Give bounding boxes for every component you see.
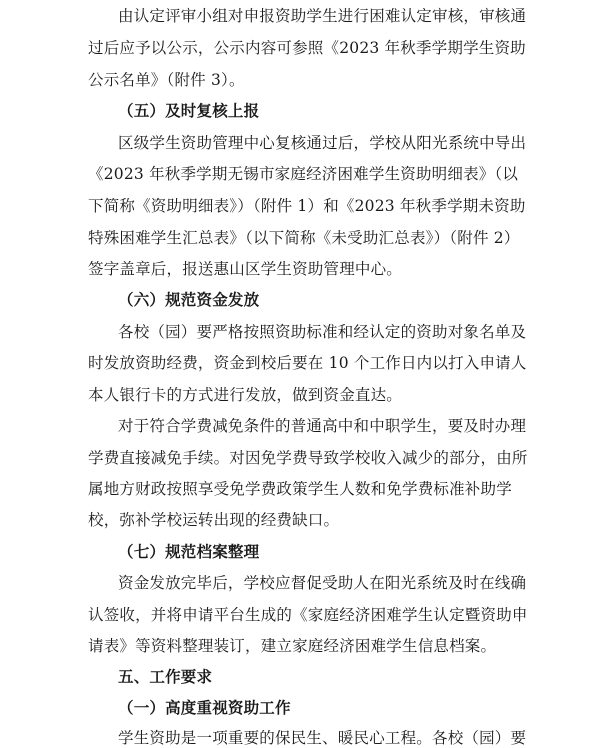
paragraph-line: 认签收，并将申请平台生成的《家庭经济困难学生认定暨资助申 xyxy=(88,606,528,624)
paragraph-line: 属地方财政按照享受免学费政策学生人数和免学费标准补助学 xyxy=(88,480,512,498)
paragraph-line: 学生资助是一项重要的保民生、暖民心工程。各校（园）要 xyxy=(118,729,527,747)
paragraph-line: 时发放资助经费，资金到校后要在 10 个工作日内以打入申请人 xyxy=(88,354,527,372)
paragraph-line: 对于符合学费减免条件的普通高中和中职学生，要及时办理 xyxy=(118,417,527,435)
paragraph-line: 由认定评审小组对申报资助学生进行困难认定审核，审核通 xyxy=(118,7,527,25)
section-heading: （七）规范档案整理 xyxy=(118,543,260,561)
section-heading: （六）规范资金发放 xyxy=(118,291,260,309)
paragraph-line: 《2023 年秋季学期无锡市家庭经济困难学生资助明细表》（以 xyxy=(88,165,519,183)
paragraph-line: 本人银行卡的方式进行发放，做到资金直达。 xyxy=(88,386,403,404)
paragraph-line: 过后应予以公示，公示内容可参照《2023 年秋季学期学生资助 xyxy=(88,39,526,57)
paragraph-line: 各校（园）要严格按照资助标准和经认定的资助对象名单及 xyxy=(118,323,527,341)
section-heading: （五）及时复核上报 xyxy=(118,102,260,120)
paragraph-line: 学费直接减免手续。对因免学费导致学校收入减少的部分，由所 xyxy=(88,449,528,467)
paragraph-line: 校，弥补学校运转出现的经费缺口。 xyxy=(88,511,340,529)
paragraph-line: 资金发放完毕后，学校应督促受助人在阳光系统及时在线确 xyxy=(118,574,527,592)
paragraph-line: 区级学生资助管理中心复核通过后，学校从阳光系统中导出 xyxy=(118,134,527,152)
section-heading: （一）高度重视资助工作 xyxy=(118,699,291,717)
paragraph-line: 请表》等资料整理装订，建立家庭经济困难学生信息档案。 xyxy=(88,637,497,655)
paragraph-line: 公示名单》（附件 3）。 xyxy=(88,71,245,89)
section-heading: 五、工作要求 xyxy=(118,668,213,686)
paragraph-line: 下简称《资助明细表》）（附件 1）和《2023 年秋季学期未资助 xyxy=(88,197,526,215)
paragraph-line: 签字盖章后，报送惠山区学生资助管理中心。 xyxy=(88,260,403,278)
paragraph-line: 特殊困难学生汇总表》（以下简称《未受助汇总表》）（附件 2） xyxy=(88,229,520,247)
